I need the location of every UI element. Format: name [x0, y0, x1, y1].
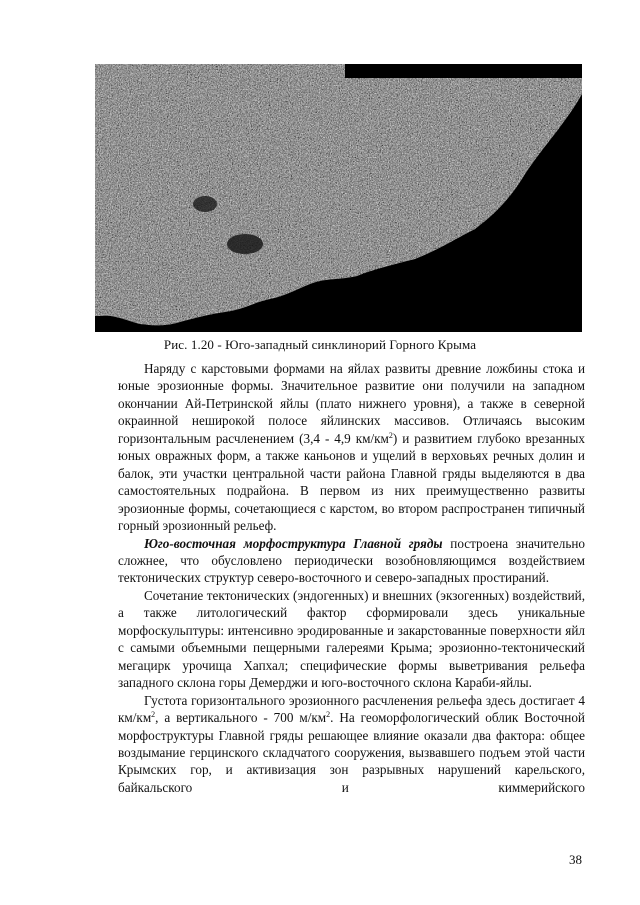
paragraph-4-text-c: . На геоморфологический облик Восточной морфоструктуры Главной гряды решающее влияние оказали два фактора: общее воздымание герцинского складчатого сооружения, вызвавшего подъем этой части Крымских гор, и активизация зон разрывных нарушений карельского, байкальского и киммерийского [118, 710, 585, 795]
paragraph-1-tail: ) и развитием глубоко врезанных юных овражных форм, а также каньонов и ущелий в верховьях речных долин и балок, эти участки центральной части района Главной гряды выделяются в два самостоятельных подрайона. В первом из них преимущественно развиты эрозионные формы, сочетающиеся с карстом, во втором распространен типичный горный эрозионный рельеф. [118, 430, 586, 534]
terrain-image [95, 64, 582, 332]
body-text [118, 360, 585, 796]
superscript: 2 [326, 710, 331, 720]
paragraph-2 [118, 535, 585, 587]
superscript: 2 [151, 710, 156, 720]
paragraph-3 [118, 587, 585, 692]
paragraph-2-text: построена значительно сложнее, что обусловлено периодически возобновляющимся воздействием тектонических структур северо-восточного и северо-западных простираний. [118, 535, 585, 586]
satellite-image [95, 64, 582, 332]
page-number: 38 [569, 852, 582, 867]
figure-caption: Рис. 1.20 - Юго-западный синклинорий Горного Крыма [163, 337, 477, 352]
paragraph-4 [118, 692, 585, 797]
paragraph-1 [118, 360, 585, 535]
paragraph-2-lead: Юго-восточная морфоструктура Главной гряды [144, 535, 443, 551]
paragraph-4-text-a: Густота горизонтального эрозионного расчленения рельефа здесь достигает 4 км/км [118, 692, 585, 726]
paragraph-1-text: Наряду с карстовыми формами на яйлах развиты древние ложбины стока и юные эрозионные формы. Значительное развитие они получили на западном окончании Ай-Петринской яйлы (плато нижнего уровня), а также в северной окраинной неширокой полосе яйлинских массивов. Отличаясь высоким горизонтальным расчленением (3,4 - 4,9 км/км [118, 361, 585, 446]
paragraph-4-text-b: , а вертикального - 700 м/км [155, 710, 327, 726]
paragraph-3-text: Сочетание тектонических (эндогенных) и внешних (экзогенных) воздействий, а также литологический фактор сформировали здесь уникальные морфоскульптуры: интенсивно эродированные и закарстованные поверхности яйл с самыми объемными пещерными галереями Крыма; эрозионно-тектонический мегацирк урочища Хапхал; специфические формы выветривания рельефа западного склона горы Демерджи и юго-восточного склона Караби-яйлы. [118, 587, 585, 691]
superscript: 2 [388, 430, 393, 440]
